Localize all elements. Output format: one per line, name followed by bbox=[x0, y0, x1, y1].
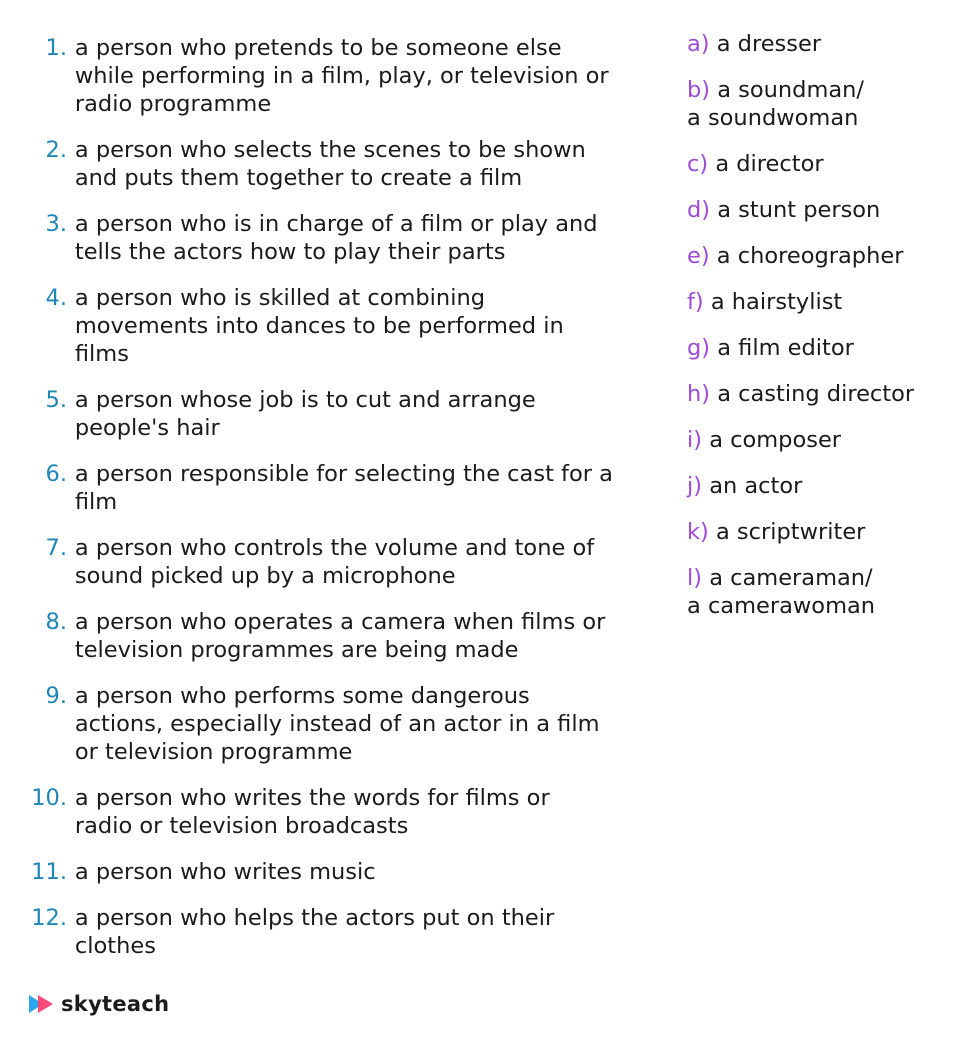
answer-letter: i) bbox=[687, 427, 703, 453]
definition-number: 7. bbox=[45, 535, 67, 561]
definition-item bbox=[24, 460, 614, 516]
definition-text: a person who operates a camera when films or television programmes are being made bbox=[74, 609, 606, 663]
answer-text: a composer bbox=[709, 427, 842, 453]
answer-letter: f) bbox=[687, 289, 704, 315]
answer-text: a dresser bbox=[716, 31, 822, 57]
answer-text: a casting director bbox=[717, 381, 915, 407]
answer-item bbox=[687, 30, 967, 58]
answer-item bbox=[687, 472, 967, 500]
answer-letter: h) bbox=[687, 381, 711, 407]
answer-letter: a) bbox=[687, 31, 710, 57]
definition-item bbox=[24, 682, 614, 766]
definition-number: 3. bbox=[45, 211, 67, 237]
answer-letter: e) bbox=[687, 243, 710, 269]
definition-number: 9. bbox=[45, 683, 67, 709]
definition-text: a person who controls the volume and tone of sound picked up by a microphone bbox=[74, 535, 595, 589]
answer-item bbox=[687, 288, 967, 316]
definition-text: a person who performs some dangerous actions, especially instead of an actor in a film or television programme bbox=[74, 683, 600, 765]
definition-text: a person who pretends to be someone else while performing in a film, play, or television or radio programme bbox=[74, 35, 609, 117]
definition-number: 4. bbox=[45, 285, 67, 311]
definition-item bbox=[24, 608, 614, 664]
answer-letter: b) bbox=[687, 77, 711, 103]
definition-number: 8. bbox=[45, 609, 67, 635]
answer-item bbox=[687, 426, 967, 454]
definition-number: 5. bbox=[45, 387, 67, 413]
answer-text: a cameraman/ bbox=[709, 565, 873, 591]
answer-text: a scriptwriter bbox=[715, 519, 866, 545]
answer-text: a soundman/ bbox=[717, 77, 864, 103]
answer-text: a stunt person bbox=[717, 197, 881, 223]
definition-text: a person whose job is to cut and arrange people's hair bbox=[74, 387, 536, 441]
answer-letter: d) bbox=[687, 197, 711, 223]
answer-item bbox=[687, 76, 967, 132]
logo-text: skyteach bbox=[61, 992, 170, 1016]
definition-text: a person responsible for selecting the cast for a film bbox=[74, 461, 613, 515]
definition-item bbox=[24, 386, 614, 442]
definition-text: a person who helps the actors put on their clothes bbox=[74, 905, 555, 959]
definition-text: a person who selects the scenes to be shown and puts them together to create a film bbox=[74, 137, 586, 191]
definition-text: a person who writes music bbox=[74, 859, 376, 885]
definition-item bbox=[24, 210, 614, 266]
skyteach-logo bbox=[29, 992, 169, 1016]
play-logo-icon bbox=[29, 993, 55, 1015]
definition-number: 10. bbox=[31, 785, 67, 811]
definition-number: 11. bbox=[31, 859, 67, 885]
answer-letter: j) bbox=[687, 473, 703, 499]
answer-item bbox=[687, 242, 967, 270]
definition-number: 1. bbox=[45, 35, 67, 61]
definitions-list bbox=[24, 34, 614, 978]
answer-letter: g) bbox=[687, 335, 711, 361]
answer-item bbox=[687, 380, 967, 408]
definition-number: 6. bbox=[45, 461, 67, 487]
definition-text: a person who is skilled at combining movements into dances to be performed in films bbox=[74, 285, 564, 367]
answer-text: a director bbox=[715, 151, 824, 177]
answer-item bbox=[687, 564, 967, 620]
answer-letter: c) bbox=[687, 151, 709, 177]
definition-number: 2. bbox=[45, 137, 67, 163]
answer-letter: l) bbox=[687, 565, 703, 591]
definition-item bbox=[24, 534, 614, 590]
definition-item bbox=[24, 136, 614, 192]
definition-item bbox=[24, 858, 614, 886]
definition-number: 12. bbox=[31, 905, 67, 931]
definition-text: a person who writes the words for films or radio or television broadcasts bbox=[74, 785, 550, 839]
answer-item bbox=[687, 150, 967, 178]
answer-text: a hairstylist bbox=[710, 289, 843, 315]
answer-text-continued: a camerawoman bbox=[687, 593, 876, 619]
definition-text: a person who is in charge of a film or play and tells the actors how to play their parts bbox=[74, 211, 598, 265]
answer-text: an actor bbox=[709, 473, 803, 499]
answer-letter: k) bbox=[687, 519, 709, 545]
definition-item bbox=[24, 284, 614, 368]
answer-text: a film editor bbox=[717, 335, 854, 361]
answer-item bbox=[687, 518, 967, 546]
answer-text: a choreographer bbox=[716, 243, 904, 269]
definition-item bbox=[24, 904, 614, 960]
answer-item bbox=[687, 196, 967, 224]
definition-item bbox=[24, 34, 614, 118]
answer-text-continued: a soundwoman bbox=[687, 105, 859, 131]
definition-item bbox=[24, 784, 614, 840]
answers-list bbox=[687, 30, 967, 638]
answer-item bbox=[687, 334, 967, 362]
